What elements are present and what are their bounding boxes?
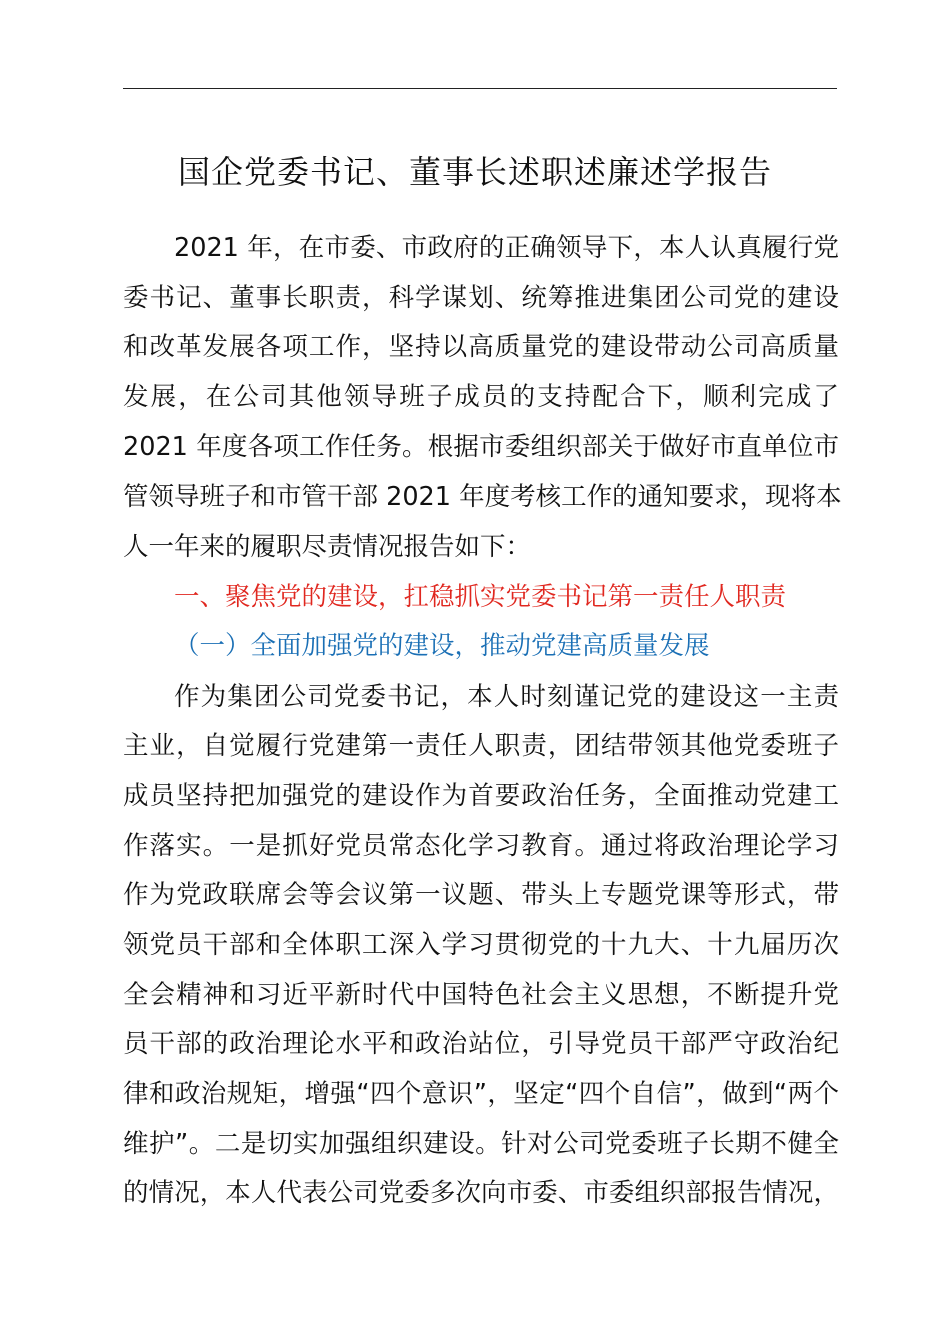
paragraph-1-line: 管领导班子和市管干部 2021 年度考核工作的通知要求，现将本 — [123, 482, 842, 512]
paragraph-1-line: 委书记、董事长职责，科学谋划、统筹推进集团公司党的建设 — [123, 283, 839, 313]
paragraph-1-line: 和改革发展各项工作，坚持以高质量党的建设带动公司高质量 — [123, 332, 839, 362]
paragraph-2-line: 领党员干部和全体职工深入学习贯彻党的十九大、十九届历次 — [123, 930, 839, 960]
paragraph-2-line: 律和政治规矩，增强“四个意识”，坚定“四个自信”，做到“两个 — [123, 1079, 839, 1109]
paragraph-2-line: 员干部的政治理论水平和政治站位，引导党员干部严守政治纪 — [123, 1029, 839, 1059]
paragraph-2-line: 作为集团公司党委书记，本人时刻谨记党的建设这一主责 — [174, 682, 839, 712]
paragraph-1-line: 发展，在公司其他领导班子成员的支持配合下，顺利完成了 — [123, 382, 839, 412]
subsection-heading-1: （一）全面加强党的建设，推动党建高质量发展 — [174, 631, 710, 661]
paragraph-2-line: 成员坚持把加强党的建设作为首要政治任务，全面推动党建工 — [123, 781, 839, 811]
document-title: 国企党委书记、董事长述职述廉述学报告 — [177, 153, 772, 191]
header-rule — [123, 88, 837, 89]
paragraph-2-line: 的情况，本人代表公司党委多次向市委、市委组织部报告情况， — [123, 1178, 839, 1208]
paragraph-1-line: 人一年来的履职尽责情况报告如下： — [123, 532, 532, 562]
paragraph-1-line: 2021 年，在市委、市政府的正确领导下，本人认真履行党 — [174, 233, 839, 263]
paragraph-2-line: 作落实。一是抓好党员常态化学习教育。通过将政治理论学习 — [123, 831, 839, 861]
paragraph-1-line: 2021 年度各项工作任务。根据市委组织部关于做好市直单位市 — [123, 432, 839, 462]
section-heading-1: 一、聚焦党的建设，扛稳抓实党委书记第一责任人职责 — [174, 582, 787, 612]
paragraph-2-line: 作为党政联席会等会议第一议题、带头上专题党课等形式，带 — [123, 880, 839, 910]
paragraph-2-line: 主业，自觉履行党建第一责任人职责，团结带领其他党委班子 — [123, 731, 839, 761]
paragraph-2-line: 全会精神和习近平新时代中国特色社会主义思想，不断提升党 — [123, 980, 839, 1010]
paragraph-2-line: 维护”。二是切实加强组织建设。针对公司党委班子长期不健全 — [123, 1129, 839, 1159]
